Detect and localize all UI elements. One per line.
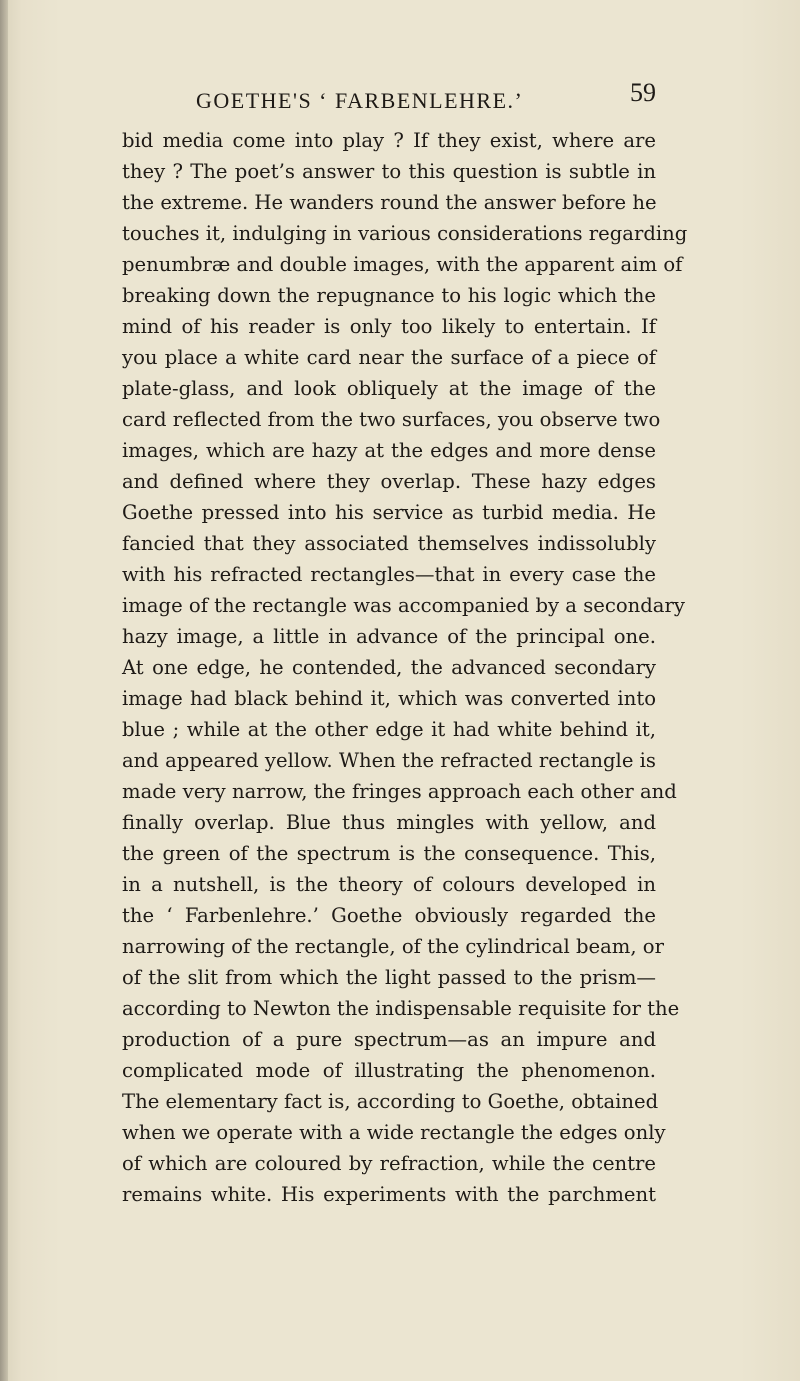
text-line: of the slit from which the light passed to the prism— [122,966,656,989]
text-line: the extreme. He wanders round the answer before he [122,191,657,214]
text-line: you place a white card near the surface of a piece of [122,346,656,369]
text-line: in a nutshell, is the theory of colours developed in [122,873,656,896]
text-line: bid media come into play ? If they exist, where are [122,129,656,152]
text-line: The elementary fact is, according to Goethe, obtained [122,1090,659,1113]
text-line: complicated mode of illustrating the phenomenon. [122,1059,656,1082]
text-line: the ‘ Farbenlehre.’ Goethe obviously regarded the [122,904,656,927]
text-line: they ? The poet’s answer to this question is subtle in [122,160,656,183]
text-line: blue ; while at the other edge it had white behind it, [122,718,656,741]
text-line: plate-glass, and look obliquely at the image of the [122,377,656,400]
text-line: finally overlap. Blue thus mingles with yellow, and [122,811,656,834]
text-line: with his refracted rectangles—that in every case the [122,563,656,586]
text-line: fancied that they associated themselves indissolubly [122,532,656,555]
text-line: images, which are hazy at the edges and more dense [122,439,656,462]
page-binding-edge [0,0,8,1381]
text-line: production of a pure spectrum—as an impure and [122,1028,656,1051]
text-line: hazy image, a little in advance of the principal one. [122,625,656,648]
text-line: At one edge, he contended, the advanced secondary [122,656,656,679]
text-line: touches it, indulging in various considerations regarding [122,222,688,245]
text-line: image of the rectangle was accompanied by a secondary [122,594,685,617]
text-line: of which are coloured by refraction, while the centre [122,1152,656,1175]
text-line: penumbræ and double images, with the apparent aim of [122,253,683,276]
page-number: 59 [630,78,656,107]
text-line: mind of his reader is only too likely to entertain. If [122,315,656,338]
text-line: made very narrow, the fringes approach each other and [122,780,677,803]
text-line: narrowing of the rectangle, of the cylindrical beam, or [122,935,664,958]
text-line: and defined where they overlap. These hazy edges [122,470,656,493]
text-line: breaking down the repugnance to his logic which the [122,284,656,307]
page-header [196,78,656,118]
text-line: Goethe pressed into his service as turbid media. He [122,501,656,524]
text-line: card reflected from the two surfaces, you observe two [122,408,661,431]
running-head: GOETHE'S ‘ FARBENLEHRE.’ [196,88,524,113]
text-line: image had black behind it, which was converted into [122,687,656,710]
text-line: when we operate with a wide rectangle the edges only [122,1121,666,1144]
text-line: according to Newton the indispensable requisite for the [122,997,680,1020]
text-line: the green of the spectrum is the consequence. This, [122,842,656,865]
text-line: remains white. His experiments with the parchment [122,1183,656,1206]
text-line: and appeared yellow. When the refracted rectangle is [122,749,656,772]
